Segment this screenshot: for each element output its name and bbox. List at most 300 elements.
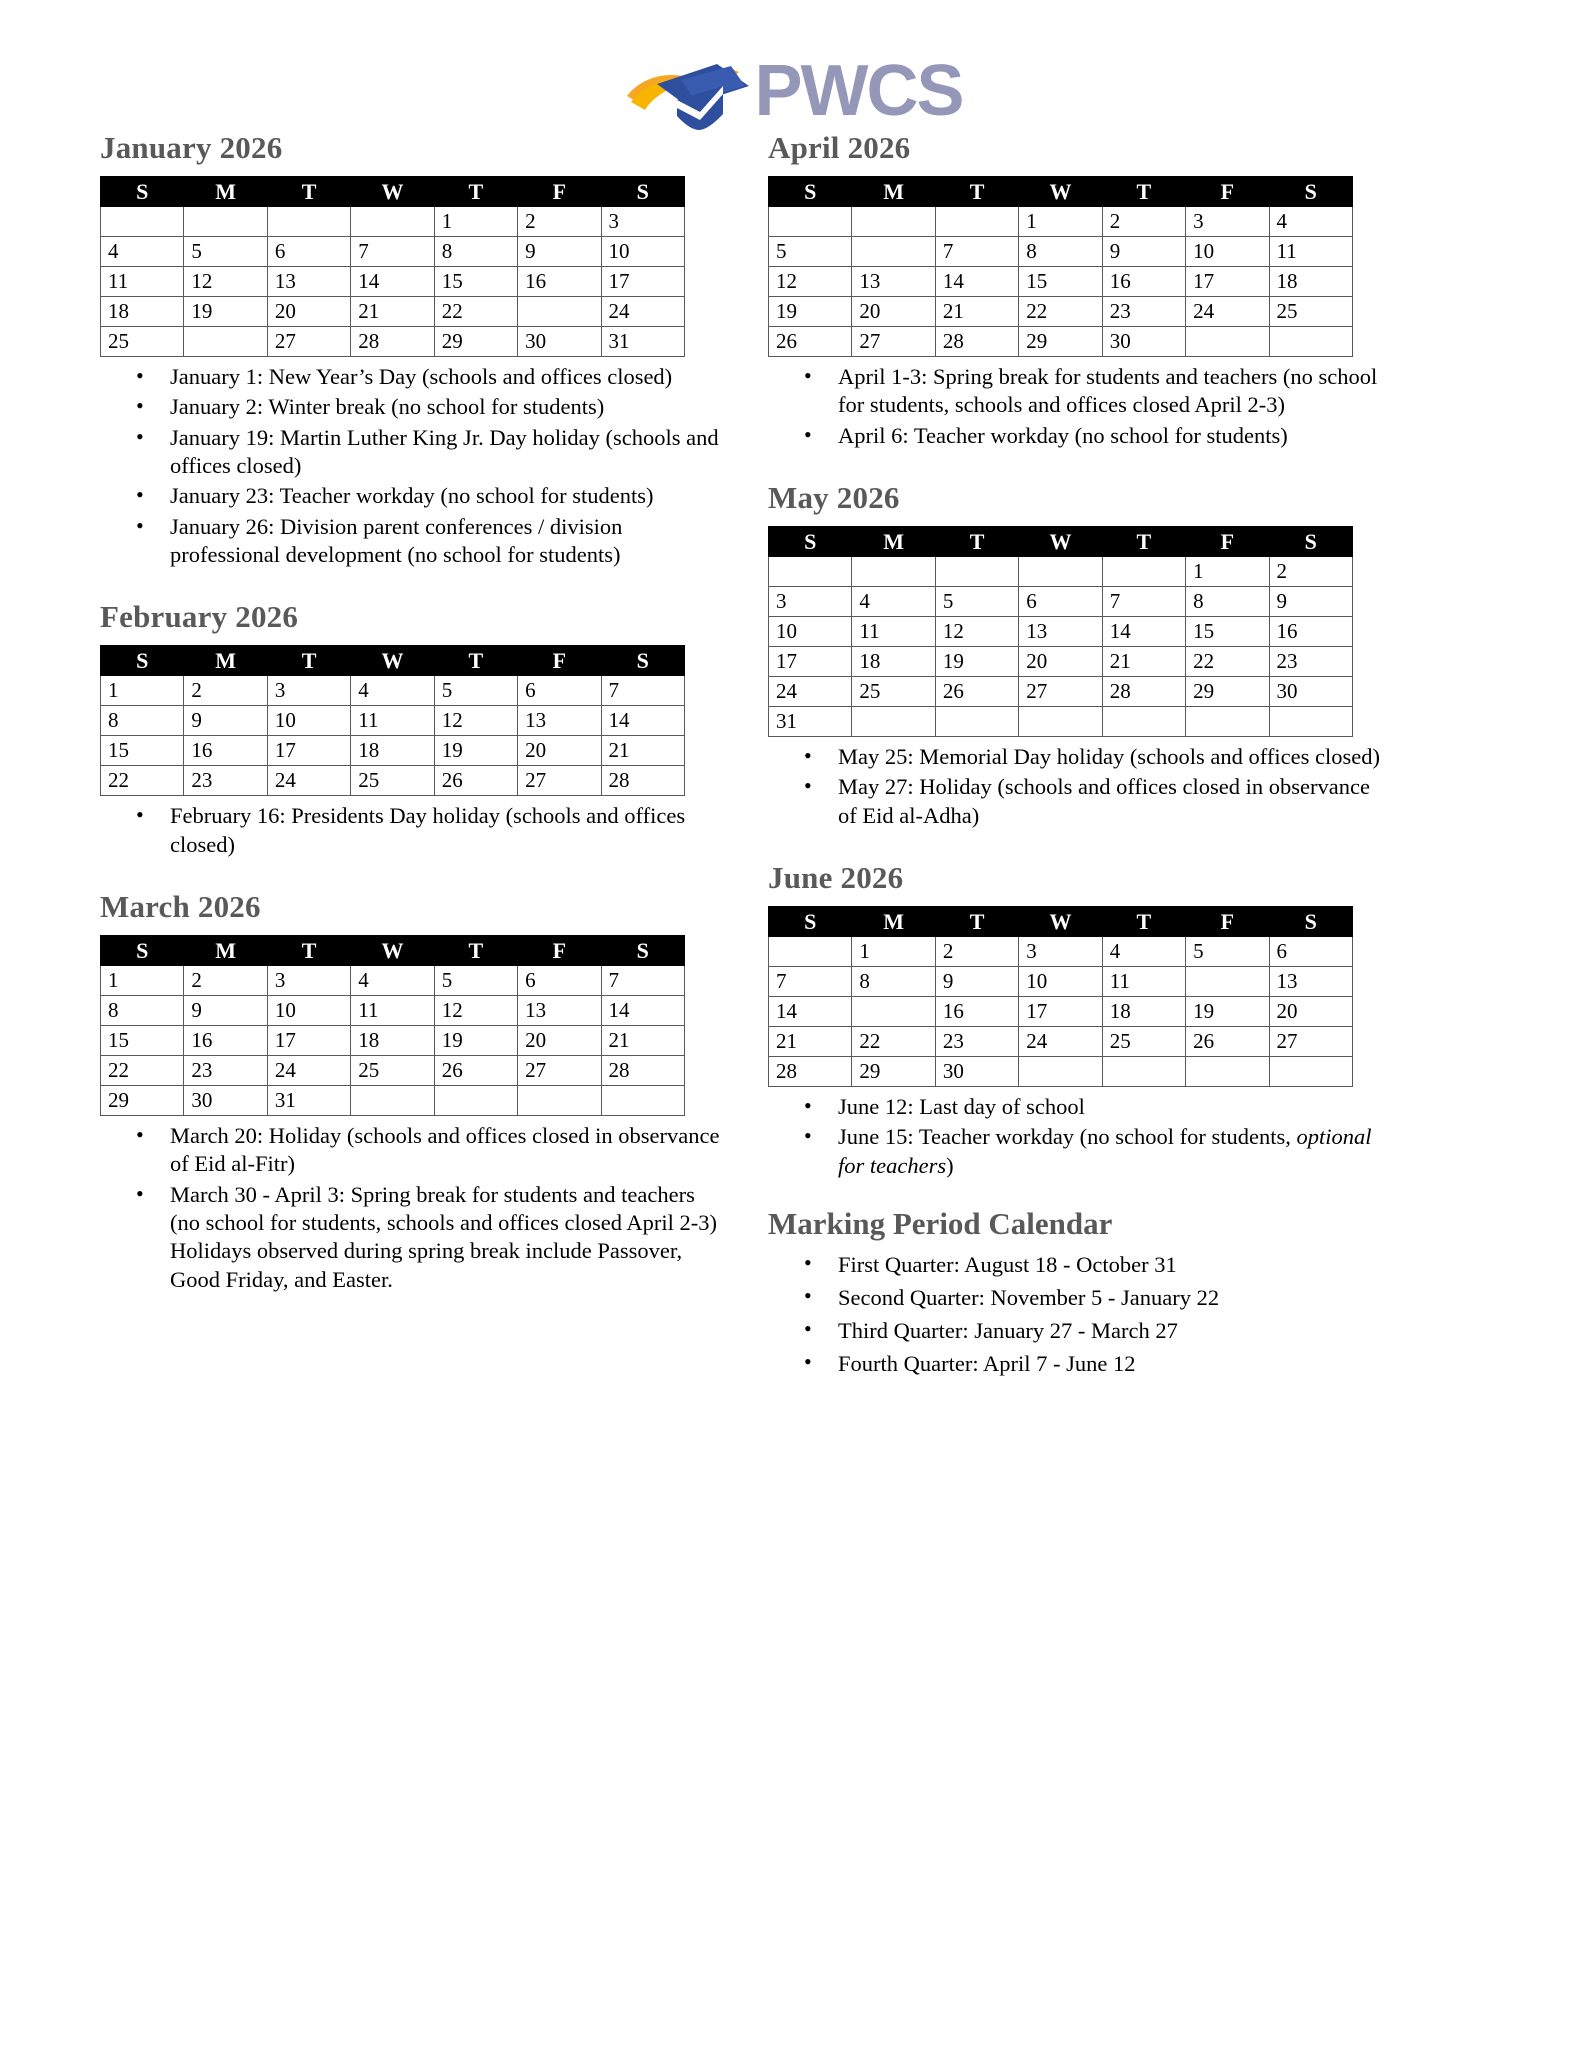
calendar-day-cell: 11: [101, 267, 184, 297]
calendar-week-row: [101, 736, 685, 766]
calendar-week-row: [769, 207, 1353, 237]
calendar-day-cell: 4: [351, 676, 434, 706]
calendar-day-cell: 24: [267, 1056, 350, 1086]
marking-period-title: Marking Period Calendar: [768, 1206, 1113, 1242]
calendar-week-row: [769, 937, 1353, 967]
month-block: [768, 860, 1388, 1180]
calendar-day-cell: 16: [1269, 617, 1352, 647]
calendar-day-cell: 22: [101, 766, 184, 796]
calendar-day-cell: 17: [1186, 267, 1269, 297]
weekday-header-6: S: [1269, 527, 1352, 557]
month-title: January 2026: [100, 130, 283, 165]
marking-period-item: • Third Quarter: January 27 - March 27: [838, 1316, 1388, 1345]
month-note-item: • April 1-3: Spring break for students and teachers (no school for students, schools and offices closed April 2-3): [838, 363, 1388, 420]
calendar-day-cell: 5: [935, 587, 1018, 617]
month-note-item: • June 15: Teacher workday (no school for students, optional for teachers): [838, 1123, 1388, 1180]
weekday-header-row: [101, 936, 685, 966]
weekday-header-0: S: [769, 527, 852, 557]
calendar-day-cell: 16: [184, 1026, 267, 1056]
calendar-day-cell: 17: [1019, 997, 1102, 1027]
calendar-day-cell: 22: [1019, 297, 1102, 327]
weekday-header-5: F: [1186, 907, 1269, 937]
calendar-day-cell: 2: [935, 937, 1018, 967]
weekday-header-6: S: [601, 177, 684, 207]
calendar-week-row: [769, 677, 1353, 707]
calendar-day-cell: 22: [852, 1027, 935, 1057]
weekday-header-4: T: [434, 646, 517, 676]
calendar-day-cell: 13: [1019, 617, 1102, 647]
calendar-day-cell: 13: [518, 706, 601, 736]
calendar-day-cell: 13: [518, 996, 601, 1026]
calendar-day-cell: 20: [852, 297, 935, 327]
calendar-day-cell: 27: [518, 766, 601, 796]
calendar-day-cell: 11: [351, 706, 434, 736]
weekday-header-6: S: [1269, 907, 1352, 937]
calendar-cell-empty: [769, 937, 852, 967]
month-block: [100, 889, 720, 1294]
calendar-cell-empty: [267, 207, 350, 237]
month-notes-list: [100, 1122, 720, 1294]
calendar-day-cell: 19: [434, 1026, 517, 1056]
month-title: April 2026: [768, 130, 911, 165]
calendar-day-cell: 1: [434, 207, 517, 237]
calendar-day-cell: 30: [1102, 327, 1185, 357]
calendar-table: [100, 935, 685, 1116]
calendar-day-cell: 14: [601, 706, 684, 736]
calendar-day-cell: 11: [1102, 967, 1185, 997]
month-note-item: • January 26: Division parent conferences / division professional development (no school for students): [170, 513, 720, 570]
calendar-day-cell: 20: [267, 297, 350, 327]
calendar-day-cell: 9: [184, 706, 267, 736]
graduation-cap-icon: [621, 50, 751, 132]
calendar-day-cell: 1: [852, 937, 935, 967]
weekday-header-2: T: [935, 177, 1018, 207]
logo-header: [0, 0, 1583, 130]
calendar-cell-empty: [935, 207, 1018, 237]
calendar-day-cell: 27: [852, 327, 935, 357]
calendar-day-cell: 15: [101, 1026, 184, 1056]
calendar-day-cell: 12: [769, 267, 852, 297]
calendar-day-cell: 24: [267, 766, 350, 796]
calendar-day-cell: 6: [1019, 587, 1102, 617]
month-block: [100, 130, 720, 569]
month-title: February 2026: [100, 599, 299, 635]
calendar-day-cell: 1: [101, 676, 184, 706]
weekday-header-row: [101, 646, 685, 676]
calendar-day-cell: 10: [1019, 967, 1102, 997]
weekday-header-row: [769, 907, 1353, 937]
calendar-day-cell: 30: [1269, 677, 1352, 707]
month-block: [768, 130, 1388, 450]
calendar-day-cell: 26: [935, 677, 1018, 707]
calendar-day-cell: 21: [769, 1027, 852, 1057]
calendar-week-row: [769, 297, 1353, 327]
calendar-day-cell: 28: [351, 327, 434, 357]
month-title: June 2026: [768, 860, 904, 896]
calendar-cell-empty: [852, 707, 935, 737]
calendar-day-cell: 14: [769, 997, 852, 1027]
calendar-day-cell: 13: [1269, 967, 1352, 997]
weekday-header-1: M: [852, 177, 935, 207]
calendar-day-cell: 6: [852, 237, 935, 267]
calendar-day-cell: 6: [518, 676, 601, 706]
calendar-day-cell: 19: [184, 297, 267, 327]
weekday-header-6: S: [601, 646, 684, 676]
calendar-day-cell: 7: [601, 676, 684, 706]
calendar-cell-empty: [1269, 1057, 1352, 1087]
calendar-day-cell: 10: [769, 617, 852, 647]
weekday-header-5: F: [518, 936, 601, 966]
calendar-day-cell: 2: [184, 676, 267, 706]
weekday-header-6: S: [601, 936, 684, 966]
weekday-header-1: M: [184, 936, 267, 966]
calendar-day-cell: 24: [1186, 297, 1269, 327]
calendar-day-cell: 5: [184, 237, 267, 267]
calendar-day-cell: 1: [101, 966, 184, 996]
calendar-day-cell: 2: [184, 966, 267, 996]
calendar-day-cell: 29: [434, 327, 517, 357]
calendar-cell-empty: [1269, 707, 1352, 737]
calendar-day-cell: 28: [1102, 677, 1185, 707]
calendar-day-cell: 14: [351, 267, 434, 297]
weekday-header-1: M: [184, 177, 267, 207]
weekday-header-4: T: [434, 177, 517, 207]
calendar-cell-empty: [769, 207, 852, 237]
calendar-day-cell: 20: [1269, 997, 1352, 1027]
calendar-table: [100, 176, 685, 357]
calendar-day-cell: 31: [769, 707, 852, 737]
month-note-item: • January 2: Winter break (no school for students): [170, 393, 720, 421]
month-note-item: • April 6: Teacher workday (no school for students): [838, 422, 1388, 450]
calendar-day-cell: 22: [1186, 647, 1269, 677]
calendar-day-cell: 28: [769, 1057, 852, 1087]
weekday-header-3: W: [351, 646, 434, 676]
calendar-week-row: [769, 267, 1353, 297]
calendar-day-cell: 23: [184, 1056, 267, 1086]
calendar-table: [768, 176, 1353, 357]
calendar-day-cell: 24: [601, 297, 684, 327]
calendar-day-cell: 2: [1269, 557, 1352, 587]
calendar-cell-empty: [1019, 707, 1102, 737]
calendar-day-cell: 27: [518, 1056, 601, 1086]
calendar-day-cell: 7: [601, 966, 684, 996]
calendar-day-cell: 23: [518, 297, 601, 327]
calendar-day-cell: 15: [852, 997, 935, 1027]
calendar-day-cell: 9: [1269, 587, 1352, 617]
weekday-header-1: M: [184, 646, 267, 676]
weekday-header-row: [769, 527, 1353, 557]
calendar-day-cell: 15: [101, 736, 184, 766]
calendar-day-cell: 26: [1186, 1027, 1269, 1057]
calendar-day-cell: 7: [769, 967, 852, 997]
calendar-day-cell: 6: [518, 966, 601, 996]
calendar-day-cell: 21: [935, 297, 1018, 327]
calendar-day-cell: 17: [267, 1026, 350, 1056]
calendar-day-cell: 1: [1019, 207, 1102, 237]
calendar-day-cell: 21: [1102, 647, 1185, 677]
calendar-day-cell: 5: [1186, 937, 1269, 967]
month-note-item: • January 23: Teacher workday (no school for students): [170, 482, 720, 510]
logo-wordmark: PWCS: [754, 51, 963, 131]
calendar-cell-empty: [852, 557, 935, 587]
month-notes-list: [100, 802, 720, 859]
calendar-day-cell: 9: [935, 967, 1018, 997]
calendar-day-cell: 16: [1102, 267, 1185, 297]
calendar-day-cell: 18: [852, 647, 935, 677]
calendar-day-cell: 18: [1102, 997, 1185, 1027]
calendar-day-cell: 12: [1186, 967, 1269, 997]
calendar-week-row: [101, 327, 685, 357]
month-note-item: • February 16: Presidents Day holiday (schools and offices closed): [170, 802, 720, 859]
calendar-day-cell: 23: [184, 766, 267, 796]
calendar-day-cell: 13: [852, 267, 935, 297]
calendar-day-cell: 3: [1019, 937, 1102, 967]
weekday-header-2: T: [935, 907, 1018, 937]
left-column: [100, 130, 720, 1300]
calendar-week-row: [101, 706, 685, 736]
calendar-week-row: [101, 1056, 685, 1086]
calendar-day-cell: 17: [601, 267, 684, 297]
calendar-cell-empty: [1269, 327, 1352, 357]
calendar-day-cell: 12: [935, 617, 1018, 647]
calendar-cell-empty: [1019, 1057, 1102, 1087]
weekday-header-0: S: [101, 646, 184, 676]
weekday-header-3: W: [351, 177, 434, 207]
calendar-day-cell: 24: [769, 677, 852, 707]
calendar-day-cell: 4: [351, 966, 434, 996]
calendar-day-cell: 26: [184, 327, 267, 357]
calendar-week-row: [769, 647, 1353, 677]
calendar-day-cell: 30: [518, 327, 601, 357]
weekday-header-2: T: [267, 177, 350, 207]
calendar-day-cell: 20: [518, 1026, 601, 1056]
weekday-header-2: T: [267, 936, 350, 966]
calendar-cell-empty: [184, 207, 267, 237]
calendar-day-cell: 22: [101, 1056, 184, 1086]
calendar-day-cell: 6: [1269, 937, 1352, 967]
calendar-day-cell: 8: [434, 237, 517, 267]
weekday-header-5: F: [1186, 527, 1269, 557]
calendar-day-cell: 27: [1269, 1027, 1352, 1057]
calendar-day-cell: 4: [852, 587, 935, 617]
calendar-day-cell: 23: [1269, 647, 1352, 677]
month-note-item: • March 30 - April 3: Spring break for students and teachers (no school for students, schools and offices closed April 2-3) Holidays observed during spring break include Passover, Good Friday, and Easter.: [170, 1181, 720, 1294]
calendar-week-row: [769, 557, 1353, 587]
weekday-header-2: T: [935, 527, 1018, 557]
calendar-day-cell: 5: [434, 676, 517, 706]
calendar-day-cell: 21: [601, 736, 684, 766]
weekday-header-4: T: [1102, 527, 1185, 557]
calendar-day-cell: 10: [267, 996, 350, 1026]
calendar-day-cell: 25: [101, 327, 184, 357]
calendar-week-row: [769, 1027, 1353, 1057]
calendar-day-cell: 19: [935, 647, 1018, 677]
weekday-header-5: F: [518, 646, 601, 676]
calendar-week-row: [101, 237, 685, 267]
weekday-header-0: S: [769, 907, 852, 937]
calendar-day-cell: 22: [434, 297, 517, 327]
calendar-day-cell: 26: [434, 1056, 517, 1086]
calendar-day-cell: 8: [1186, 587, 1269, 617]
calendar-day-cell: 15: [1019, 267, 1102, 297]
weekday-header-4: T: [434, 936, 517, 966]
calendar-day-cell: 25: [351, 1056, 434, 1086]
calendar-day-cell: 20: [518, 736, 601, 766]
calendar-day-cell: 23: [935, 1027, 1018, 1057]
calendar-week-row: [769, 327, 1353, 357]
calendar-week-row: [769, 617, 1353, 647]
calendar-day-cell: 4: [1269, 207, 1352, 237]
calendar-cell-empty: [852, 207, 935, 237]
calendar-day-cell: 7: [1102, 587, 1185, 617]
calendar-day-cell: 8: [101, 706, 184, 736]
calendar-day-cell: 21: [601, 1026, 684, 1056]
calendar-cell-empty: [935, 557, 1018, 587]
calendar-day-cell: 14: [935, 267, 1018, 297]
calendar-day-cell: 17: [769, 647, 852, 677]
calendar-week-row: [769, 587, 1353, 617]
calendar-day-cell: 4: [101, 237, 184, 267]
calendar-day-cell: 14: [1102, 617, 1185, 647]
weekday-header-row: [101, 177, 685, 207]
calendar-day-cell: 26: [769, 327, 852, 357]
calendar-day-cell: 3: [267, 966, 350, 996]
month-title: March 2026: [100, 889, 261, 925]
weekday-header-6: S: [1269, 177, 1352, 207]
calendar-cell-empty: [1186, 707, 1269, 737]
calendar-day-cell: 16: [184, 736, 267, 766]
marking-period-list: [768, 1250, 1388, 1378]
calendar-day-cell: 10: [601, 237, 684, 267]
marking-period-item: • First Quarter: August 18 - October 31: [838, 1250, 1388, 1279]
calendar-day-cell: 15: [1186, 617, 1269, 647]
weekday-header-1: M: [852, 907, 935, 937]
calendar-day-cell: 19: [1186, 997, 1269, 1027]
calendar-day-cell: 3: [601, 207, 684, 237]
calendar-day-cell: 9: [518, 237, 601, 267]
calendar-week-row: [101, 966, 685, 996]
calendar-day-cell: 5: [434, 966, 517, 996]
calendar-day-cell: 27: [267, 327, 350, 357]
calendar-day-cell: 29: [852, 1057, 935, 1087]
calendar-page: [0, 130, 1583, 1382]
calendar-day-cell: 18: [101, 297, 184, 327]
calendar-table: [768, 906, 1353, 1087]
marking-period-item: • Second Quarter: November 5 - January 22: [838, 1283, 1388, 1312]
calendar-day-cell: 10: [1186, 237, 1269, 267]
calendar-day-cell: 20: [1019, 647, 1102, 677]
calendar-day-cell: 25: [1102, 1027, 1185, 1057]
pwcs-logo: [621, 50, 963, 132]
month-note-item: • January 19: Martin Luther King Jr. Day holiday (schools and offices closed): [170, 424, 720, 481]
calendar-table: [100, 645, 685, 796]
calendar-day-cell: 6: [267, 237, 350, 267]
calendar-week-row: [101, 766, 685, 796]
calendar-cell-empty: [1102, 707, 1185, 737]
calendar-table: [768, 526, 1353, 737]
month-note-item: • June 12: Last day of school: [838, 1093, 1388, 1121]
calendar-day-cell: 10: [267, 706, 350, 736]
month-block: [768, 480, 1388, 830]
calendar-day-cell: 27: [1019, 677, 1102, 707]
calendar-day-cell: 19: [769, 297, 852, 327]
weekday-header-3: W: [1019, 177, 1102, 207]
weekday-header-2: T: [267, 646, 350, 676]
calendar-day-cell: 14: [601, 996, 684, 1026]
calendar-cell-empty: [434, 1086, 517, 1116]
calendar-day-cell: 13: [267, 267, 350, 297]
month-note-item: • May 27: Holiday (schools and offices closed in observance of Eid al-Adha): [838, 773, 1388, 830]
calendar-cell-empty: [769, 557, 852, 587]
calendar-week-row: [769, 1057, 1353, 1087]
calendar-day-cell: 19: [434, 736, 517, 766]
calendar-day-cell: 4: [1102, 937, 1185, 967]
calendar-day-cell: 16: [518, 267, 601, 297]
marking-period-item: • Fourth Quarter: April 7 - June 12: [838, 1349, 1388, 1378]
calendar-day-cell: 12: [434, 706, 517, 736]
calendar-week-row: [769, 237, 1353, 267]
calendar-day-cell: 9: [1102, 237, 1185, 267]
month-note-item: • March 20: Holiday (schools and offices closed in observance of Eid al-Fitr): [170, 1122, 720, 1179]
calendar-week-row: [101, 297, 685, 327]
calendar-day-cell: 28: [935, 327, 1018, 357]
calendar-cell-empty: [1186, 327, 1269, 357]
calendar-week-row: [101, 1026, 685, 1056]
weekday-header-5: F: [518, 177, 601, 207]
calendar-day-cell: 18: [351, 1026, 434, 1056]
calendar-day-cell: 29: [1186, 677, 1269, 707]
calendar-day-cell: 12: [434, 996, 517, 1026]
calendar-day-cell: 28: [601, 1056, 684, 1086]
calendar-day-cell: 18: [1269, 267, 1352, 297]
calendar-day-cell: 8: [101, 996, 184, 1026]
calendar-day-cell: 8: [852, 967, 935, 997]
calendar-day-cell: 3: [1186, 207, 1269, 237]
calendar-cell-empty: [351, 207, 434, 237]
calendar-day-cell: 25: [351, 766, 434, 796]
calendar-cell-empty: [1102, 557, 1185, 587]
calendar-day-cell: 3: [267, 676, 350, 706]
calendar-cell-empty: [1019, 557, 1102, 587]
month-notes-list: [100, 363, 720, 569]
month-block: [100, 599, 720, 859]
weekday-header-5: F: [1186, 177, 1269, 207]
weekday-header-row: [769, 177, 1353, 207]
calendar-week-row: [101, 207, 685, 237]
calendar-day-cell: 11: [1269, 237, 1352, 267]
calendar-day-cell: 23: [1102, 297, 1185, 327]
calendar-cell-empty: [518, 1086, 601, 1116]
month-notes-list: [768, 363, 1388, 450]
calendar-day-cell: 25: [852, 677, 935, 707]
calendar-day-cell: 29: [1019, 327, 1102, 357]
calendar-day-cell: 24: [1019, 1027, 1102, 1057]
calendar-day-cell: 25: [1269, 297, 1352, 327]
calendar-day-cell: 17: [267, 736, 350, 766]
calendar-day-cell: 9: [184, 996, 267, 1026]
calendar-week-row: [101, 1086, 685, 1116]
calendar-day-cell: 3: [769, 587, 852, 617]
calendar-day-cell: 18: [351, 736, 434, 766]
weekday-header-4: T: [1102, 177, 1185, 207]
weekday-header-0: S: [769, 177, 852, 207]
month-notes-list: [768, 1093, 1388, 1180]
month-note-item: • May 25: Memorial Day holiday (schools and offices closed): [838, 743, 1388, 771]
calendar-day-cell: 5: [769, 237, 852, 267]
calendar-day-cell: 29: [101, 1086, 184, 1116]
weekday-header-3: W: [351, 936, 434, 966]
calendar-day-cell: 7: [935, 237, 1018, 267]
